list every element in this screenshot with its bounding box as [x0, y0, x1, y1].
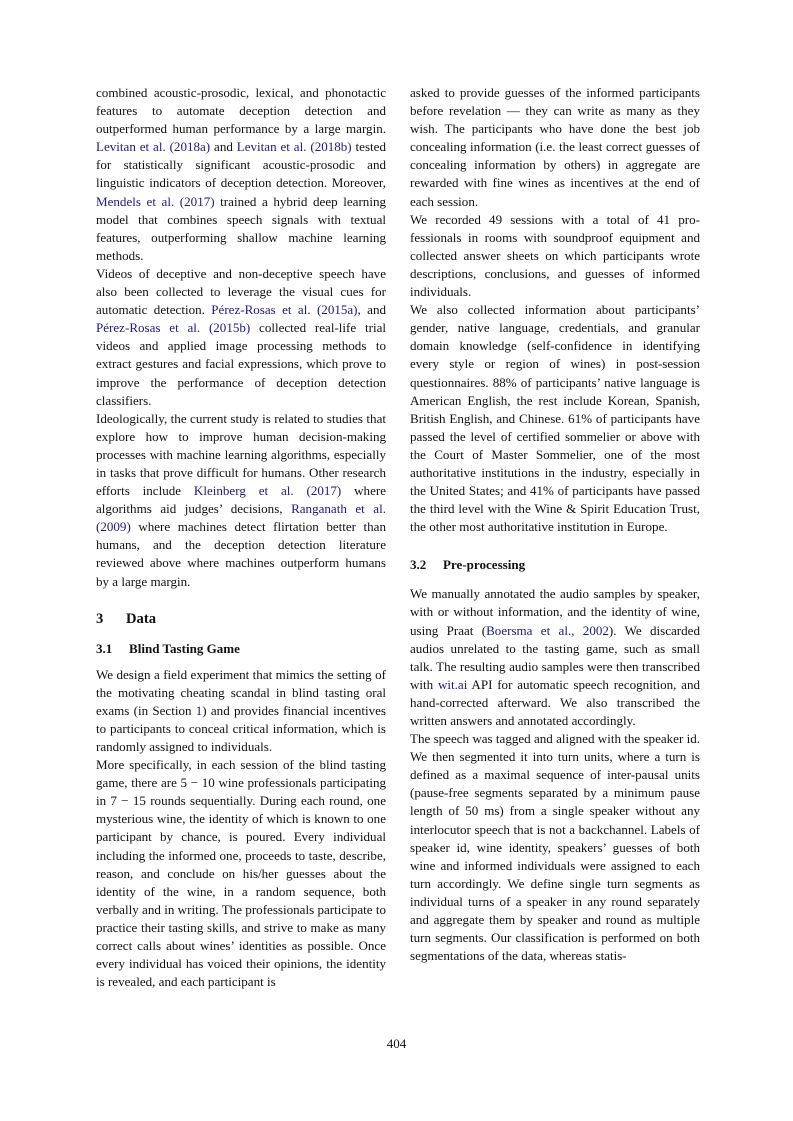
citation-perez-rosas-2015b[interactable]: Pérez-Rosas et al. (2015b): [96, 320, 251, 336]
right-column: [410, 84, 700, 965]
section-heading-data: 3 Data: [96, 610, 156, 627]
link-wit-ai[interactable]: wit.ai: [437, 676, 468, 692]
paragraph-related-work-decision-making: Ideologically, the current study is related to studies that explore how to improve human decision-making processes with machine learning algorithms, especially in tasks that prove difficult for humans. Other research efforts include Kleinberg et al. (2017) where algorithms aid judges’ decisions, Ranganath et al. (2009) where machines detect flirtation better than humans, and the deception detection literature reviewed above where machines outperform humans by a large margin.: [96, 410, 386, 589]
paragraph-session-description: More specifically, in each session of the blind tasting game, there are 5 − 10 wine professionals participating in 7 − 15 rounds sequentially. During each round, one mysterious wine, the identity of which is known to one participant by chance, is poured. Every individual including the informed one, proceeds to taste, describe, reason, and conclude on his/her guesses about the identity of the wine, in a random sequence, both verbally and in writing. The professionals participate to practice their tasting skills, and strive to make as many correct calls about wines’ identities as possible. Once every individual has voiced their opinions, the identity is revealed, and each participant is: [96, 757, 386, 990]
paragraph-recorded-sessions: We recorded 49 sessions with a total of 41 professionals in rooms with soundproof equipment and collected answer sheets on which participants wrote descriptions, conclusions, and guesses of informed individuals.: [410, 211, 700, 300]
left-column: [96, 84, 386, 991]
paragraph-annotation: We manually annotated the audio samples by speaker, with or without information, and the identity of wine, using Praat (Boersma et al., 2002). We discarded audios unrelated to the tasting game, such as small talk. The resulting audio samples were then transcribed with wit.ai API for automatic speech recognition, and hand-corrected afterward. We also transcribed the written answers and annotated accordingly.: [410, 586, 700, 728]
citation-ranganath-2009[interactable]: Ranganath et al. (2009): [96, 501, 386, 535]
paragraph-field-experiment: We design a field experiment that mimics the setting of the motivating cheating scandal in blind tasting oral exams (in Section 1) and provides financial incentives to participants to conceal critical information, which is randomly assigned to individuals.: [96, 666, 386, 754]
page-number: 404: [386, 1036, 407, 1051]
paragraph-segmentation: The speech was tagged and aligned with the speaker id. We then segmented it into turn units, where a turn is defined as a maximal sequence of inter-pausal units (pause-free segments separated by a minimum pause length of 50 ms) from a single speaker without any interlocutor speech that is not a backchannel. Labels of speaker id, wine identity, speakers’ guesses of both wine and informed individuals were assigned to each turn accordingly. We define single turn segments as individual turns of a speaker in any round separately and aggregate them by speaker and round as multiple turn segments. Our classification is performed on both segmentations of the data, whereas statis-: [410, 731, 700, 964]
paragraph-related-work-videos: Videos of deceptive and non-deceptive speech have also been collected to leverage the visual cues for automatic detection. Pérez-Rosas et al. (2015a), and Pérez-Rosas et al. (2015b) collected real-life trial videos and applied image processing methods to extract gestures and facial expressions, which prove to improve the performance of deception detection classifiers.: [96, 265, 386, 408]
paragraph-participant-info: We also collected information about participants’ gender, native language, credentials, and granular domain knowledge (self-confidence in identifying every style or region of wines) in post-session questionnaires. 88% of participants’ native language is American English, the rest include Korean, Spanish, British English, and Chinese. 61% of participants have passed the level of certified sommelier or above with the Court of Master Sommelier, one of the most authoritative institutions in the industry, especially in the United States; and 41% of participants have passed the third level with the Wine & Spirit Education Trust, the other most authoritative institution in Europe.: [410, 302, 700, 535]
subsection-heading-blind-tasting-game: 3.1 Blind Tasting Game: [96, 640, 240, 656]
citation-boersma-2002[interactable]: Boersma et al., 2002: [486, 622, 609, 638]
citation-kleinberg-2017[interactable]: Kleinberg et al. (2017): [193, 483, 342, 499]
subsection-heading-pre-processing: 3.2 Pre-processing: [410, 557, 526, 573]
citation-perez-rosas-2015a[interactable]: Pérez-Rosas et al. (2015a): [211, 302, 358, 318]
citation-mendels-2017[interactable]: Mendels et al. (2017): [96, 193, 215, 209]
citation-levitan-2018b[interactable]: Levitan et al. (2018b): [236, 139, 352, 155]
section-reference-link[interactable]: 1: [195, 702, 203, 718]
citation-levitan-2018a[interactable]: Levitan et al. (2018a): [96, 139, 211, 155]
paragraph-related-work-deception-speech: combined acoustic-prosodic, lexical, and phonotactic features to automate deception detection and outperformed human performance by a large margin. Levitan et al. (2018a) and Levitan et al. (2018b) tested for statistically significant acoustic-prosodic and linguistic indicators of deception detection. Moreover, Mendels et al. (2017) trained a hybrid deep learning model that combines speech signals with textual features, outperforming shallow machine learning methods.: [96, 85, 387, 263]
paragraph-guesses-rewards: asked to provide guesses of the informed participants before revelation — they can write as many as they wish. The participants who have done the best job concealing information (i.e. the least correct guesses of concealing information by others) in aggregate are rewarded with fine wines as incentives at the end of each session.: [410, 85, 700, 209]
